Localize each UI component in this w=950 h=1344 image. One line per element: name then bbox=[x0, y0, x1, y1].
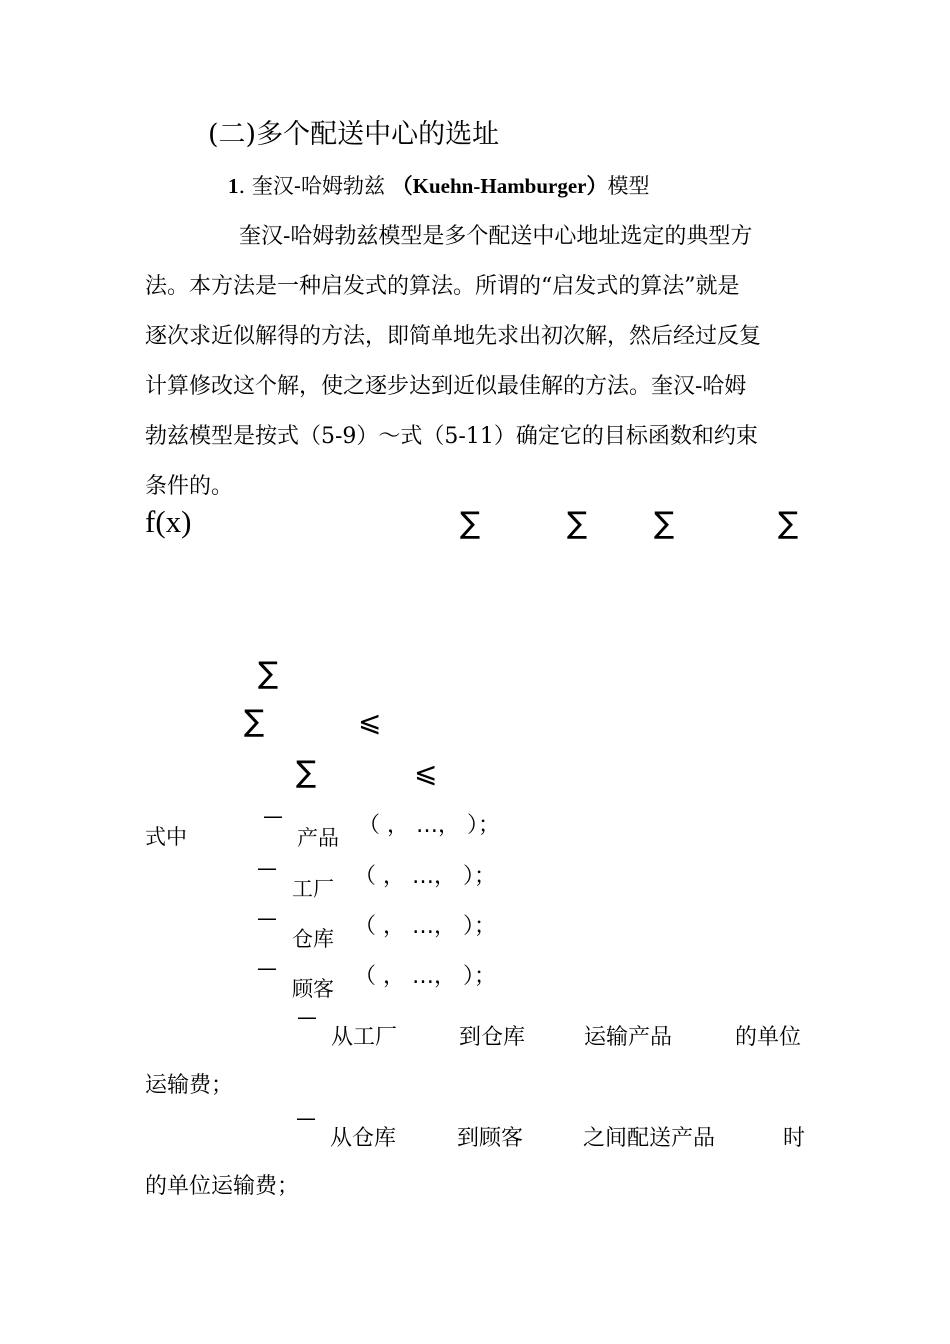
definitions-intro: 式中 bbox=[145, 825, 187, 849]
paragraph-line: 计算修改这个解，使之逐步达到近似最佳解的方法。奎汉-哈姆 bbox=[145, 374, 747, 399]
objective-function-label: f(x) bbox=[145, 504, 192, 539]
definition-label: 工厂 bbox=[292, 877, 334, 901]
cost-continuation: 运输费； bbox=[145, 1073, 234, 1098]
paragraph-line: 勃兹模型是按式（5-9）～式（5-11）确定它的目标函数和约束 bbox=[145, 424, 758, 449]
paragraph-line: 逐次求近似解得的方法，即简单地先求出初次解，然后经过反复 bbox=[145, 324, 762, 349]
constraint-leq: ⩽ bbox=[414, 756, 438, 789]
subsection-title-cn: 奎汉-哈姆勃兹 bbox=[251, 174, 385, 198]
subsection-title-en: （Kuehn-Hamburger） bbox=[391, 174, 608, 198]
definition-range: （ ， …， ）； bbox=[358, 813, 500, 838]
cost-text: 从仓库 bbox=[330, 1126, 397, 1151]
cost-dash: — bbox=[297, 1005, 317, 1029]
subsection-title bbox=[228, 170, 650, 200]
paragraph-line: 法。本方法是一种启发式的算法。所谓的“启发式的算法”就是 bbox=[145, 274, 740, 299]
paragraph-line: 条件的。 bbox=[145, 474, 234, 499]
definition-dash: — bbox=[257, 956, 277, 980]
subsection-number: 1 bbox=[228, 174, 239, 198]
objective-sigma: ∑ bbox=[460, 506, 481, 541]
cost-text: 到顾客 bbox=[457, 1126, 524, 1151]
cost-text: 运输产品 bbox=[584, 1025, 673, 1050]
cost-text: 从工厂 bbox=[331, 1025, 398, 1050]
definition-range: （ ， …， ）； bbox=[354, 964, 496, 989]
constraint-sigma: ∑ bbox=[258, 656, 279, 691]
cost-continuation: 的单位运输费； bbox=[145, 1174, 300, 1199]
definition-label: 仓库 bbox=[292, 927, 334, 951]
cost-text: 到仓库 bbox=[459, 1025, 526, 1050]
paragraph-line: 奎汉-哈姆勃兹模型是多个配送中心地址选定的典型方 bbox=[239, 224, 753, 249]
definition-dash: — bbox=[257, 856, 277, 880]
cost-dash: — bbox=[296, 1106, 316, 1130]
definition-dash: — bbox=[263, 804, 283, 828]
body-paragraph bbox=[145, 212, 810, 512]
objective-sigma: ∑ bbox=[654, 506, 675, 541]
cost-text: 的单位 bbox=[735, 1025, 802, 1050]
objective-sigma: ∑ bbox=[778, 506, 799, 541]
cost-text: 时 bbox=[783, 1126, 806, 1151]
cost-text: 之间配送产品 bbox=[583, 1126, 716, 1151]
definition-range: （ ， …， ）； bbox=[354, 864, 496, 889]
subsection-separator: . bbox=[238, 174, 246, 198]
definition-range: （ ， …， ）； bbox=[354, 914, 496, 939]
definition-label: 顾客 bbox=[292, 977, 334, 1001]
constraint-sigma: ∑ bbox=[296, 755, 317, 790]
constraint-leq: ⩽ bbox=[358, 705, 382, 738]
definition-dash: — bbox=[257, 906, 277, 930]
subsection-title-suffix: 模型 bbox=[607, 174, 650, 198]
objective-sigma: ∑ bbox=[567, 506, 588, 541]
definition-label: 产品 bbox=[297, 826, 339, 850]
constraint-sigma: ∑ bbox=[244, 704, 265, 739]
section-title: (二)多个配送中心的选址 bbox=[208, 119, 500, 150]
